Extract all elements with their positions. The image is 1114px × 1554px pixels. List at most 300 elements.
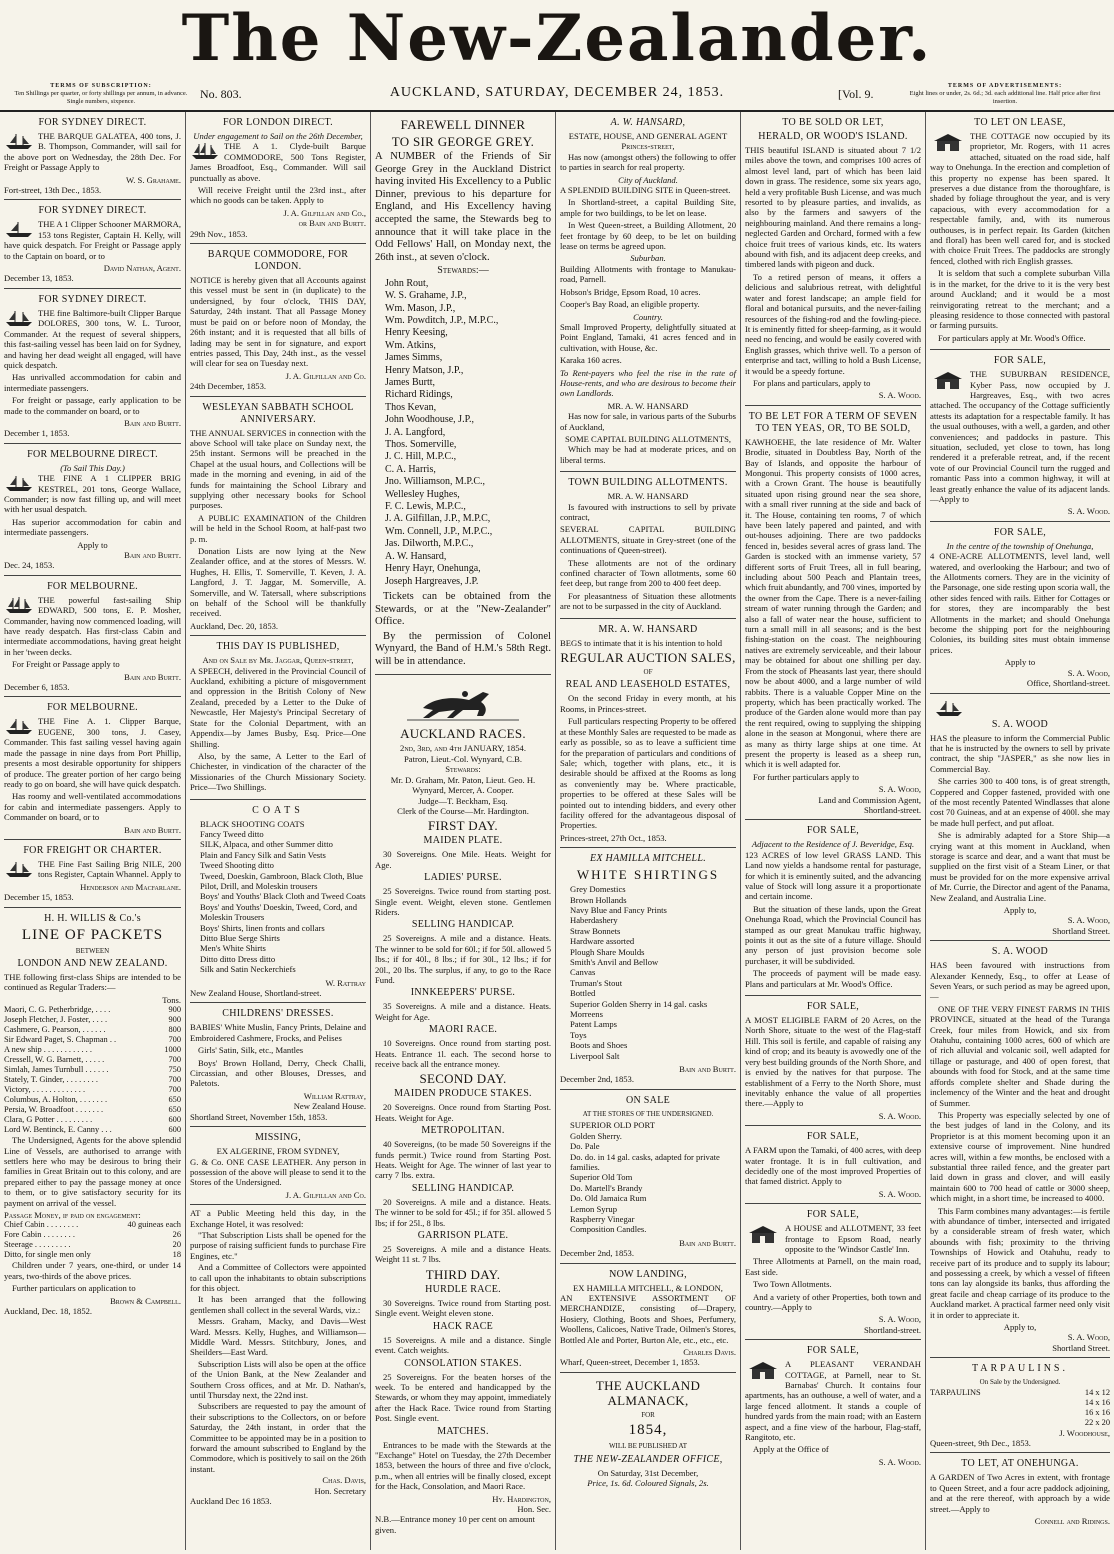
ad-heading: A. W. HANSARD, <box>610 117 686 128</box>
race-heading: GARRISON PLATE. <box>417 1230 509 1242</box>
list-item: Superior Golden Sherry in 14 gal. casks <box>570 998 708 1009</box>
ad-body: THE fine Baltimore-built Clipper Barque DOLORES, 300 tons, W. L. Turoor, Commander. At the request of several shippers, this fast-sailing vessel has been laid on for Sydney, and having her dead weight all engaged, will have quick despatch. <box>4 307 181 370</box>
list-item: Boys' and Youths' Doeskin, Tweed, Cord, and Moleskin Trousers <box>200 901 358 923</box>
ad-signature: S. A. Wood, <box>1067 667 1110 678</box>
race-terms: 30 Sovereigns. One Mile. Heats. Weight for Age. <box>375 849 551 870</box>
race-nb: N.B.—Entrance money 10 per cent on amount given. <box>375 1514 535 1535</box>
ad-wards: Messrs. Graham, Macky, and Davis—West Ward. Messrs. Kelly, Hughes, and Williamson—Middle Ward. Messrs. Stitchbury, Jones, and Sheilders—East Ward. <box>190 1316 366 1358</box>
race-heading: LADIES' PURSE. <box>424 872 502 884</box>
ad-heading: THIS DAY IS PUBLISHED, <box>216 641 340 653</box>
ad-office: THE NEW-ZEALANDER OFFICE, <box>573 1453 723 1465</box>
list-item: Tweed, Doeskin, Gambroon, Black Cloth, Blue Pilot, Drill, and Moleskin trousers <box>200 870 363 891</box>
ad-commodore-notice <box>190 244 366 396</box>
ad-body-4: For pleasantness of Situation these allotments are not to be surpassed in the city of Auckland. <box>560 590 736 612</box>
ad-signature-2: Office, Shortland-street. <box>1026 678 1110 689</box>
ad-date: December 2nd, 1853. <box>560 1248 634 1259</box>
row-label: Sir Edward Paget, S. Chapman . . <box>4 1035 117 1045</box>
ad-signature: S. A. Wood, <box>1067 1332 1110 1343</box>
race-heading: HACK RACE <box>432 1320 494 1332</box>
ad-date: Wharf, Queen-street, December 1, 1853. <box>560 1357 700 1368</box>
row-label: Columbus, A. Holton, . . . . . . . <box>4 1095 108 1105</box>
ad-date: 24th December, 1853. <box>190 381 267 392</box>
race-stewards-heading: Stewards: <box>445 764 481 775</box>
ad-signature: Charles Davis. <box>683 1347 736 1357</box>
ad-heading: WESLEYAN SABBATH SCHOOL ANNIVERSARY. <box>202 401 354 425</box>
ships-table <box>4 1005 181 1135</box>
shirtings-list <box>570 884 736 1061</box>
list-item: Canvas <box>570 967 596 978</box>
ad-body: AT a Public Meeting held this day, in the Exchange Hotel, it was resolved: <box>190 1208 366 1229</box>
masthead-title: The New-Zealander. <box>181 1 933 76</box>
list-item: Truman's Stout <box>570 977 623 988</box>
ad-body-3: This Property was especially selected by one of the best judges of land in the Colony, and its Proprietor is at this moment becoming upon it an extensive course of improvement. Nine hundred acres will, within a few months, be enclosed with a substantial three railed fence, and the greater part laid down in grass and clover, and will easily maintain 600 to 700 head of cattle or 3000 sheep, which might, in a short time, be increased to 4000. <box>930 1109 1110 1204</box>
ship-icon <box>4 474 34 492</box>
ad-body: KAWHOEHE, the late residence of Mr. Walter Brodie, situated in Doubtless Bay, North of the Bay of Islands, and opposite the harbour of Mongonui. This property consists of 1000 acres, with a Crown Grant. The house is beautifully situated upon rising ground near the sea shore, with a small river running at the side and back of it. The House, containing ten rooms, 7 of which have been lately papered and painted, and with out-houses adjoining. There are two paddocks fenced in, besides several acres of grass land. The Garden is stocked with an immense variety, 57 different sorts of Fruit Trees, all in full bearing, including about 500 Peach and Plantain trees, which fruit abundantly, and 700 vines, imported by the owner from the Cape. There is a never-failing stream of water running through the Garden; and also a fall of water near the house, sufficient to turn a small mill in all seasons; and is the best fishing-station on the coast. The neighbouring natives are extremely serviceable, and their labour may be obtained for about one shilling per day. From the stock of Pheasants last year, there should now be about 4000, and a large number of wild rabbits. There is a valuable Copper Mine on the property, which has been practically worked. The produce of the Garden alone would more than pay the rent required, owing to supplying the shipping alone in the season at Mongonui, where there are as many as thirty large ships at one time. At present the property is leased as a sheep run, which it is well adapted for. <box>745 436 921 770</box>
ad-body: 4 ONE-ACRE ALLOTMENTS, level land, well watered, and overlooking the Harbour; and two of the Allotments corners. They are in the vicinity of the Parsonage, one side resting upon scoria wall, the other sides fenced with rails. Either for Cottages or for stores, they are incomparably the best Allotments in the market; and should Onehunga become the shipping port for the neighbouring Colonies, its building sites must obtain immense prices. <box>930 551 1110 655</box>
ad-body: THE ANNUAL SERVICES in connection with the above School will take place on Sunday next, the 25th instant. Sermons will be preached in the Chapel at the usual hours, and Collections will be made in the morning and evening, in aid of the funds for maintaining the School Library and supplying other necessary books for School purposes. <box>190 427 366 511</box>
list-item: Tweed Shooting ditto <box>200 860 274 871</box>
ad-body-2: She carries 300 to 400 tons, is of great strength, Coppered and Copper fastened, provided with one of the most recently Patented Windlasses that alone cost 70 Guineas, and at an expense of 400l. she may be made hull perfect, and put afloat. <box>930 776 1110 828</box>
ad-edward <box>4 576 181 698</box>
ad-heading: FOR SYDNEY DIRECT. <box>38 117 147 128</box>
ad-heading: MISSING, <box>254 1132 302 1144</box>
ad-heading: FOR MELBOURNE. <box>47 702 138 714</box>
race-terms: 25 Sovereigns. For the beaten horses of the week. To be entered and handicapped by the Stewards, or whom they may appoint, immediately after the Hack Race. Twice round from Starting Post. Single event. <box>375 1371 551 1424</box>
ad-dolores <box>4 289 181 444</box>
row-label: A new ship . . . . . . . . . . . . <box>4 1045 92 1055</box>
ad-subheading: AT THE STORES OF THE UNDERSIGNED. <box>582 1109 714 1118</box>
list-item: SUPERIOR OLD PORT <box>570 1120 655 1131</box>
ad-body-2: Has roomy and well-ventilated accommodations for cabin and intermediate passengers. Apply to Commander on board, or to <box>4 791 181 823</box>
ad-apply: Apply to <box>77 539 108 550</box>
ad-signature: W. S. Grahame. <box>125 174 181 185</box>
ad-wesleyan <box>190 397 366 637</box>
row-label: Clara, G Potter . . . . . . . . . <box>4 1115 93 1125</box>
ad-eugene <box>4 697 181 839</box>
steward-name: James Burtt, <box>385 377 435 388</box>
ad-coats <box>190 800 366 1004</box>
ad-heading: FAREWELL DINNER <box>400 117 526 132</box>
ad-signature: Chas. Davis, <box>322 1475 366 1486</box>
ad-heading-3: REAL AND LEASEHOLD ESTATES, <box>565 679 731 691</box>
ad-signature-2: Land and Commission Agent, <box>818 794 921 805</box>
tarpaulin-table <box>930 1388 1110 1428</box>
ad-subheading: On Sale by the Undersigned. <box>979 1378 1061 1387</box>
list-item: Ditto Blue Serge Shirts <box>200 933 280 943</box>
row-value: 650 <box>168 1105 181 1115</box>
tons-heading: Tons. <box>162 994 181 1005</box>
table-row <box>4 1045 181 1055</box>
ad-body-3: By the permission of Colonel Wynyard, the Band of H.M.'s 58th Regt. will be in attendance. <box>375 630 551 667</box>
ad-heading: ON SALE <box>625 1094 671 1106</box>
list-item: Boys' and Youths' Black Cloth and Tweed Coats <box>200 891 366 902</box>
steward-name: Wm. Atkins, <box>385 339 436 351</box>
ad-date: Auckland Dec 16 1853. <box>190 1496 272 1507</box>
ad-signature: J. A. Gilfillan and Co. <box>285 1189 366 1200</box>
list-item: Bottled <box>570 988 596 999</box>
race-terms: 25 Sovereigns. A mile and a distance. Heats. The winner to be sold for 60l.; if for 50l. allowed 5 lbs.; if for 40l., 8 lbs.; if for 30l., 12 lbs.; if for 20l., 20 lbs. The surplus, if any, to go to the Race Fund. <box>375 933 551 985</box>
table-row <box>4 1025 181 1035</box>
table-row <box>4 1075 181 1085</box>
ad-subheading: EX ALGERINE, FROM SYDNEY, <box>216 1146 340 1157</box>
row-label: Victory, . . . . . . . . . . . . . <box>4 1085 86 1095</box>
ad-body: THE A 1 Clipper Schooner MARMORA, 153 tons Register, Captain H. Kelly, will have quick despatch. For Freight or Passage apply to the Captain on board, or to <box>4 219 181 261</box>
table-row <box>4 1125 181 1135</box>
ad-grass-land <box>745 820 921 996</box>
ad-body-2: SEVERAL CAPITAL BUILDING ALLOTMENTS, situate in Grey-street (one of the continuations of Queen-street). <box>560 524 736 556</box>
ad-body-3: For plans and particulars, apply to <box>753 377 871 388</box>
race-stewards: Mr. D. Graham, Mr. Paton, Lieut. Geo. H. Wynyard, Mercer, A. Cooper. <box>390 774 536 796</box>
race-terms: 15 Sovereigns. A mile and a distance. Single event. Catch weights. <box>375 1334 551 1356</box>
table-row <box>4 1085 181 1095</box>
row-value: 900 <box>168 1015 181 1025</box>
list-item: Men's White Shirts <box>200 943 266 954</box>
ad-price: Price, 1s. 6d. Coloured Signals, 2s. <box>587 1478 709 1489</box>
ad-signature: MR. A. W. HANSARD <box>607 400 689 411</box>
day-2-heading: SECOND DAY. <box>419 1071 507 1087</box>
ads-text: Eight lines or under, 2s. 6d.; 3d. each additional line. Half price after first insertion. <box>909 90 1101 105</box>
race-clerk: Clerk of the Course—Mr. Hardington. <box>397 805 529 816</box>
ad-heading-2: ESTATE, HOUSE, AND GENERAL AGENT <box>568 131 728 141</box>
ad-white-shirtings <box>560 848 736 1090</box>
table-row <box>4 1230 181 1240</box>
ad-signature-2: Hon. Secretary <box>314 1485 366 1496</box>
row-value: 26 <box>172 1230 181 1240</box>
row-label: Cressell, W. G. Barnett, . . . . . <box>4 1055 105 1065</box>
ad-body-2: ONE OF THE VERY FINEST FARMS IN THIS PROVINCE, situated at the head of the Turanga Creek, four miles from Howick, and six from Otahuhu, containing 1000 acres, 600 of which are of rich alluvial and volcanic soil, well adapted for tillage or pasturage, and 400 of open forest, that abounds with food for Stock, and at the same time affords complete shelter and Shade during the inclemency of the Winter and the heat and drought of Summer. <box>930 1003 1110 1108</box>
steward-name: Henry Matson, J.P., <box>385 364 464 376</box>
ad-body: A SPEECH, delivered in the Provincial Council of Auckland, exhibiting a picture of misgovernment and oppression in the British Colony of New Zealand, preceded by a Letter to the Duke of Newcastle, Her Majesty's Principal Secretary of State for the Colonial Department, with an Appendix—by James Busby, Esq. Price—One Shilling. <box>190 665 366 749</box>
row-value: 14 x 16 <box>1084 1397 1110 1407</box>
ad-signature: Bain and Burtt. <box>679 1064 736 1075</box>
column-3 <box>370 112 555 1550</box>
steward-name: Thos. Somerville, <box>385 439 457 451</box>
ad-signature: Bain and Burtt. <box>124 671 181 682</box>
ad-heading: H. H. WILLIS & Co.'s <box>44 912 141 924</box>
ad-signature-2: Shortland Street. <box>1052 1342 1110 1353</box>
steward-name: Henry Keesing, <box>385 327 448 339</box>
list-item: Do. Old Jamaica Rum <box>570 1193 647 1204</box>
ad-body-4: And a variety of other Properties, both town and country.—Apply to <box>745 1291 921 1312</box>
ad-body-2: "That Subscription Lists shall be opened for the purpose of raising sufficient funds to purchase Fire Engines, etc." <box>190 1229 366 1261</box>
ad-place: New Zealand House, Shortland-street. <box>190 988 322 999</box>
ad-signature: S. A. Wood. <box>878 1456 921 1467</box>
ad-heading: FOR SALE, <box>806 1131 860 1143</box>
ad-heading: FOR SALE, <box>806 1001 860 1013</box>
ad-heading: FOR SALE, <box>993 526 1047 538</box>
list-item: Raspberry Vinegar <box>570 1213 635 1224</box>
ad-heading: FOR SYDNEY DIRECT. <box>38 293 147 305</box>
row-label: Persia, W. Broadfoot . . . . . . . <box>4 1105 104 1115</box>
row-label: TARPAULINS <box>930 1387 981 1397</box>
steward-name: J. A. Langford, <box>385 426 446 438</box>
row-label <box>930 1398 1050 1408</box>
row-value: 750 <box>168 1065 181 1075</box>
row-value: 18 <box>172 1250 181 1260</box>
ad-body-5: Subscription Lists will also be open at the office of the Union Bank, at the New Zealander and Southern Cross offices, and at Mr. D. Nathan's, until Thursday next, the 22nd inst. <box>190 1358 366 1401</box>
advertising-terms <box>905 82 1105 106</box>
ad-childrens-dresses <box>190 1003 366 1127</box>
ad-heading: FOR SALE, <box>806 1345 860 1357</box>
ad-body: THE COTTAGE now occupied by its proprietor, Mr. Rogers, with 11 acres attached, situated on the road side, half way to Onehunga. In the erection and completion of this property no expense has been spared. It preserves a due distance from the thoroughfare, is shaded by foliage throughout the year, and is very capacious, with every accommodation for a respectable family, and, with its numerous outhouses, is in perfect repair. Its Garden (kitchen and floral) has been well cared for, and is stocked with choice Fruit Trees. The paddocks are strongly fenced, clothed with rich English grasses. <box>930 131 1110 266</box>
race-terms: 40 Sovereigns, (to be made 50 Sovereigns if the funds permit.) Twice round from Starting Post. Heats. Weight for Age. The winner of last year to carry 7 lbs. extra. <box>375 1139 551 1181</box>
ad-signature-2: Shortland-street. <box>863 1324 921 1335</box>
list-item: Straw Bonnets <box>570 925 621 936</box>
list-item: Composition Candles. <box>570 1224 647 1235</box>
steward-name: J. A. Gilfillan, J.P., M.P.C, <box>385 513 491 525</box>
ad-signature: S. A. Wood, <box>1067 915 1110 926</box>
table-row <box>4 1105 181 1115</box>
ad-subheading: Under engagement to Sail on the 26th December, <box>193 131 363 141</box>
ad-heading: CHILDRENS' DRESSES. <box>222 1008 334 1020</box>
ad-body: The Undersigned, Agents for the above splendid Line of Vessels, are authorised to arrange with settlers here who may be desirous to bring their families in Great Britain out to this colony, and are prepared either to pay the passage money at once to them, or to give satisfactory security for its payment on arrival of the vessel. <box>4 1135 181 1208</box>
masthead <box>0 0 1114 78</box>
ad-heading: AUCKLAND RACES. <box>400 726 526 742</box>
ad-body: THE powerful fast-sailing Ship EDWARD, 500 tons, E. P. Mosher, Commander, having now commenced loading, will have ready despatch. Has first-class Cabin and intermediate accommodations, having great height in her 'tween decks. <box>4 594 181 657</box>
ad-date: On Saturday, 31st December, <box>597 1467 699 1478</box>
row-label: Simlah, James Turnbull . . . . . . <box>4 1065 109 1075</box>
ad-body-2: Girls' Satin, Silk, etc., Mantles <box>198 1045 304 1056</box>
race-heading: MAIDEN PLATE. <box>423 835 503 847</box>
ad-date: Auckland, Dec. 18, 1852. <box>4 1306 93 1317</box>
ad-body: WILL BE PUBLISHED AT <box>608 1442 688 1451</box>
ad-heading: FOR SYDNEY DIRECT. <box>38 205 147 217</box>
race-heading: SELLING HANDICAP. <box>411 1182 515 1194</box>
list-item: Golden Sherry. <box>570 1130 622 1141</box>
ad-body-2: On the second Friday in every month, at his Rooms, in Princes-street. <box>560 693 736 714</box>
ad-signature: Henderson and Macfarlane. <box>80 881 181 892</box>
ad-body: A HOUSE and ALLOTMENT, 33 feet frontage to Epsom Road, nearly opposite to the 'Windsor Castle' Inn. <box>785 1223 921 1254</box>
ad-heading: NOW LANDING, <box>609 1268 687 1280</box>
ad-onehunga-garden <box>930 1453 1110 1530</box>
section-country: Country. <box>633 311 663 322</box>
row-label: Stately, T. Ginder, . . . . . . . . <box>4 1075 98 1085</box>
subscription-heading: TERMS OF SUBSCRIPTION: <box>50 83 152 89</box>
list-item: Ditto ditto Dress ditto <box>200 953 276 964</box>
ad-heading: COATS <box>252 804 304 816</box>
ad-intro: THE following first-class Ships are intended to be continued as Regular Traders:— <box>4 971 181 993</box>
table-row <box>4 1220 181 1230</box>
ad-body-2: Tickets can be obtained from the Stewards, or at the "New-Zealander" Office. <box>375 590 551 628</box>
ad-auckland-races <box>375 675 551 1539</box>
ad-marmora <box>4 200 181 288</box>
ad-heading: TO BE LET FOR A TERM OF SEVEN TO TEN YEAS, OR, TO BE SOLD, <box>748 410 918 434</box>
ad-subheading: Adjacent to the Residence of J. Beveridge, Esq. <box>751 839 915 850</box>
ad-signature: S. A. Wood. <box>1067 506 1110 517</box>
row-value: 800 <box>168 1025 181 1035</box>
ad-body-4: It has been arranged that the following gentlemen shall collect in the several Wards, viz.: <box>190 1294 366 1315</box>
ad-body-6: Subscribers are requested to pay the amount of their subscriptions to the Collectors, on or before Saturday, the 24th instant, in order that the Committee to be appointed may be in a position to forward the amount subscribed to England by the Commodore, which is positively to sail on the 26th instant. <box>190 1401 366 1474</box>
race-terms: 10 Sovereigns. Once round from starting post. Heats. Entrance 1l. each. The second horse to receive back all the entrance money. <box>375 1038 551 1069</box>
list-item: Lemon Syrup <box>570 1203 618 1214</box>
ad-heading: FOR SALE, <box>993 355 1047 367</box>
ad-body-3: And a Committee of Collectors were appointed to call upon the inhabitants to obtain subscriptions for this object. <box>190 1262 366 1293</box>
ad-body: HAS been favoured with instructions from Alexander Kennedy, Esq., to offer at Lease of Seven Years, or such period as may be agreed upon,— <box>930 960 1110 1002</box>
almanack-year: 1854, <box>628 1422 668 1439</box>
steward-name: Jas. Dilworth, M.P.C., <box>385 538 474 550</box>
ad-body-2: For further particulars apply to <box>753 771 859 782</box>
steward-name: Henry Hayr, Onehunga, <box>385 563 481 575</box>
property-4: Building Allotments with frontage to Manukau-road, Parnell. <box>560 263 736 285</box>
row-value: 14 x 12 <box>1084 1387 1110 1397</box>
children-note: Children under 7 years, one-third, or under 14 years, two-thirds of the above prices. <box>4 1260 181 1281</box>
ship-icon <box>4 596 34 614</box>
ad-body-5: Apply to, <box>1003 1322 1037 1333</box>
race-heading: MATCHES. <box>437 1425 489 1437</box>
ad-north-shore-farm <box>745 996 921 1126</box>
issue-date: AUCKLAND, SATURDAY, DECEMBER 24, 1853. <box>389 85 725 100</box>
ad-body: A PLEASANT VERANDAH COTTAGE, at Parnell, near to St. Barnabas' Church. It contains four apartments, has an outhouse, a well of water, and a large fenced allotment. It stands a couple of hundred yards from the main road; with an Eastern aspect, and a fine view of the harbour, Flag-staff, Rangitoto, etc. <box>745 1359 921 1443</box>
ad-date: Queen-street, 9th Dec., 1853. <box>930 1438 1031 1449</box>
ad-heading: TO LET, AT ONEHUNGA. <box>961 1458 1079 1470</box>
stewards-heading: Stewards:— <box>437 265 489 277</box>
row-value: 700 <box>168 1035 181 1045</box>
ship-icon <box>4 860 34 878</box>
ad-signature: S. A. Wood, <box>878 1314 921 1325</box>
ad-body: Has now (amongst others) the following to offer to parties in search for real property. <box>560 151 736 173</box>
ad-heading: FOR SALE, <box>806 1209 860 1221</box>
ad-body-3: She is admirably adapted for a Store Ship—a crying want at this moment in Auckland, when storage is scarce and dear, and a want that must be supplied on the first visit of a Steam Liner, or that must be provided for on the more expensive arrival of Mr. Currie, the Director and agent of the Panama, New Zealand, and Australia Line. <box>930 830 1110 903</box>
ad-nile <box>4 840 181 908</box>
ad-heading: FOR LONDON DIRECT. <box>223 117 333 128</box>
ad-galatea <box>4 112 181 200</box>
property-3: In West Queen-street, a Building Allotment, 20 feet frontage by 60 deep, to be let on building lease on terms be agreed upon. <box>560 220 736 252</box>
table-row <box>4 1115 181 1125</box>
ship-icon <box>190 142 220 160</box>
ad-signature: Bain and Burtt. <box>124 824 181 835</box>
ad-heading: BARQUE COMMODORE, FOR LONDON. <box>207 249 349 273</box>
ad-body-2: Apply at the Office of <box>753 1444 829 1455</box>
list-item: Superior Old Tom <box>570 1172 633 1183</box>
ad-body: A MOST ELIGIBLE FARM of 20 Acres, on the North Shore, situate to the west of the Flag-staff Hill. This soil is fertile, and capable of raising any kind of crop; and its beauty is avowedly one of the very best building grounds of the North Shore, and is envied by the natives for that purpose. The establishment of a Ferry to the North Shore, must inevitably enhance the value of all properties there.—Apply to <box>745 1015 921 1109</box>
ad-ship-jasper <box>930 694 1110 942</box>
ad-signature: Bain and Burtt. <box>124 417 181 428</box>
list-item: Brown Hollands <box>570 894 627 905</box>
ad-signature-3: Shortland-street. <box>863 804 921 815</box>
column-1 <box>0 112 185 1550</box>
ad-body-3: The proceeds of payment will be made easy. Plans and particulars at Mr. Wood's Office. <box>745 968 921 989</box>
ad-signature-2: Hon. Sec. <box>517 1503 551 1514</box>
house-icon <box>930 370 966 390</box>
ad-signature: J. A. Gilfillan and Co., <box>283 207 366 218</box>
ad-signature: S. A. Wood. <box>878 1188 921 1199</box>
row-label: Lord W. Bentinck, E. Canny . . . <box>4 1125 112 1135</box>
ad-onehunga-allotments <box>930 522 1110 694</box>
ad-date: December 13, 1853. <box>4 273 74 284</box>
ad-body-2: Will receive Freight until the 23rd inst., after which no goods can be taken. Apply to <box>190 185 366 206</box>
ad-body: AN EXTENSIVE ASSORTMENT OF MERCHANDIZE, consisting of—Drapery, Hosiery, Clothing, Boots and Shoes, Perfumery, Woollens, Calicoes, Native Trade, Oilmen's Stores, Bottled Ale and Porter, Burton Ale, etc., etc., etc. <box>560 1292 736 1345</box>
steward-name: A. W. Hansard, <box>385 550 447 562</box>
coats-list <box>200 819 366 975</box>
race-heading: MAIDEN PRODUCE STAKES. <box>394 1088 532 1100</box>
row-value: 700 <box>168 1055 181 1065</box>
ad-heading: EX HAMILLA MITCHELL. <box>589 853 707 865</box>
ad-body-3: Full particulars respecting Property to be offered at these Monthly Sales are requested to be made as early as possible, so as to leave a sufficient time for the preparation of particulars and conditions of Sale; which, together with plans, etc., it is desirable should be affixed at the Rooms as long as conveniently may be. Where practicable, properties to be offered at these Sales will be pointed out to intending bidders, and every other facility offered for the advantageous disposal of Properties. <box>560 716 736 831</box>
race-heading: MAORI RACE. <box>428 1024 498 1036</box>
row-label: Maori, C. G. Petherbridge, . . . . <box>4 1005 111 1015</box>
ad-body: A FARM upon the Tamaki, of 400 acres, with deep water frontage. It is in full cultivation, and decidedly one of the most improved Properties of that famed district. Apply to <box>745 1145 921 1187</box>
ad-date: 29th Nov., 1853. <box>190 228 248 239</box>
ad-heading: S. A. WOOD <box>991 718 1049 730</box>
row-value: 22 x 20 <box>1084 1417 1110 1427</box>
ad-body: G. & Co. ONE CASE LEATHER. Any person in possession of the above will please to send it to the Stores of the Undersigned. <box>190 1156 366 1188</box>
ad-auction-sales <box>560 619 736 849</box>
fares-table <box>4 1220 181 1260</box>
table-row <box>4 1035 181 1045</box>
fares-heading: Passage Money, if paid on engagement: <box>4 1210 141 1221</box>
race-terms: 20 Sovereigns. Once round from Starting Post. Heats. Weight for Age. <box>375 1102 551 1123</box>
row-value: 600 <box>168 1115 181 1125</box>
house-icon <box>930 132 966 152</box>
house-icon <box>745 1224 781 1244</box>
ad-body-3: Which may be had at moderate prices, and on liberal terms. <box>560 444 736 465</box>
ad-signature: Hy. Hardington, <box>492 1493 551 1504</box>
row-value: 1000 <box>164 1045 181 1055</box>
ad-heading-2: REGULAR AUCTION SALES, <box>560 650 736 666</box>
ad-date: December 1, 1853. <box>4 428 70 439</box>
list-item: Hardware assorted <box>570 936 635 947</box>
ad-body-3: For particulars apply at Mr. Wood's Office. <box>938 332 1086 343</box>
row-label <box>930 1418 1050 1428</box>
steward-name: Wm. Mason, J.P., <box>385 302 456 314</box>
ad-body-2: It is seldom that such a complete suburban Villa is in the market, for the drive to it is the very best around Auckland; and it would be a most reinvigorating retreat to the merchant; and a pleasing residence to those connected with pastoral or farming pursuits. <box>930 268 1110 331</box>
column-5 <box>740 112 925 1550</box>
table-row <box>930 1398 1110 1408</box>
row-value: 900 <box>168 1005 181 1015</box>
ad-body-2: But the situation of these lands, upon the Great Onehunga Road, which the Provincial Council has stamped as our great Manukau traffic highway, points it out as the site of a future village. Should any person of just provision become sole purchaser, it will be subdivided. <box>745 903 921 966</box>
race-patron: Patron, Lieut.-Col. Wynyard, C.B. <box>404 753 522 764</box>
ad-signature: J. Woodhouse, <box>1059 1427 1110 1438</box>
ad-for: FOR <box>641 1410 655 1419</box>
ad-hansard-agent <box>560 112 736 472</box>
ad-subheading: EX HAMILLA MITCHELL, & LONDON, <box>573 1282 723 1293</box>
ad-signature: Bain and Burtt. <box>124 550 181 560</box>
stewards-list <box>385 278 551 588</box>
section-suburban: Suburban. <box>630 253 666 264</box>
row-label: Steerage . . . . . . . . . <box>4 1240 71 1250</box>
list-item: Do. do. in 14 gal. casks, adapted for private families. <box>570 1151 720 1172</box>
ad-body-3: These allotments are not of the ordinary confined character of Town allotments, some 60 feet deep, but range from 200 to 400 feet deep. <box>560 557 736 589</box>
steward-name: Thos Kevan, <box>385 401 437 413</box>
table-row <box>4 1240 181 1250</box>
row-value: 650 <box>168 1095 181 1105</box>
list-item: Liverpool Salt <box>570 1050 620 1061</box>
ad-body: 123 ACRES of low level GRASS LAND. This Land now yields a handsome rental for pasturage, for which it is eminently suited, and the advancing value of Stock will long assure it a proportionate and certain income. <box>745 849 921 902</box>
row-value: 20 <box>172 1240 181 1250</box>
race-judge: Judge—T. Beckham, Esq. <box>418 795 508 806</box>
ad-body: Is favoured with instructions to sell by private contract, <box>560 501 736 522</box>
ad-body: BEGS to intimate that it is his intention to hold <box>560 637 723 648</box>
table-row <box>4 1055 181 1065</box>
steward-name: Richard Ridings, <box>385 389 453 401</box>
ad-body-3: Boys' Brown Holland, Derry, Check Challi, Circassian, and other Blouses, Dresses, and Paletots. <box>190 1057 366 1089</box>
ad-body-3: Two Town Allotments. <box>753 1279 832 1290</box>
ad-heading-2: WHITE SHIRTINGS <box>576 867 720 883</box>
row-label: Ditto, for single men only <box>4 1250 91 1260</box>
ad-heading: S. A. WOOD <box>991 946 1049 958</box>
subscription-text: Ten Shillings per quarter, or forty shillings per annum, in advance. Single numbers, sixpence. <box>14 90 188 105</box>
ad-signature-2: New Zealand House. <box>293 1101 366 1112</box>
port-list <box>570 1120 736 1234</box>
row-label: Chief Cabin . . . . . . . . <box>4 1220 79 1230</box>
ad-fire-engines <box>190 1205 366 1510</box>
ad-body: THE BARQUE GALATEA, 400 tons, J. B. Thompson, Commander, will sail for the above port on Wednesday, the 28th Dec. For Freight or Passage Apply to <box>4 131 181 173</box>
day-3-heading: THIRD DAY. <box>425 1266 501 1282</box>
ad-heading: TOWN BUILDING ALLOTMENTS. <box>568 477 728 489</box>
table-row <box>930 1408 1110 1418</box>
ship-icon <box>4 132 34 150</box>
steward-name: John Woodhouse, J.P., <box>385 414 475 426</box>
